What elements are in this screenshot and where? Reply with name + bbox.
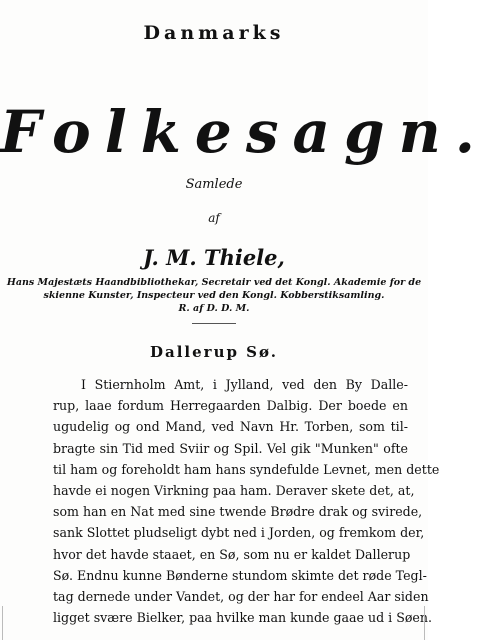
body-line: Sø. Endnu kunne Bønderne stundom skimte det røde Tegl- — [53, 567, 427, 583]
body-line: ligget svære Bielker, paa hvilke man kunde gaae ud i Søen. — [53, 610, 432, 626]
author-titles — [0, 276, 428, 315]
body-line: som han en Nat med sine twende Brødre drak og svirede, — [53, 504, 423, 520]
section-divider — [192, 323, 236, 324]
author-title-line: skienne Kunster, Inspecteur ved den Kongl. Kobberstiksamling. — [43, 290, 385, 301]
main-title: Folkesagn. — [0, 98, 489, 166]
body-line: havde ei nogen Virkning paa ham. Deraver skete det, at, — [53, 482, 415, 498]
author-title-line: Hans Majestæts Haandbibliothekar, Secretair ved det Kongl. Akademie for de — [6, 277, 422, 288]
by-label: af — [208, 211, 220, 225]
body-text — [53, 374, 440, 628]
author-title-line: R. af D. D. M. — [178, 303, 250, 314]
body-line: sank Slottet pludseligt dybt ned i Jorden, og fremkom der, — [53, 525, 425, 541]
body-line: rup, laae fordum Herregaarden Dalbig. Der boede en — [53, 398, 408, 414]
body-line: ugudelig og ond Mand, ved Navn Hr. Torben, som til- — [53, 419, 408, 435]
body-line: I Stiernholm Amt, i Jylland, ved den By Dalle- — [81, 377, 408, 392]
collected-label: Samlede — [185, 177, 243, 192]
pre-title: Danmarks — [143, 22, 285, 44]
right-edge-line — [424, 606, 425, 640]
section-title: Dallerup Sø. — [150, 343, 278, 361]
body-line: tag dernede under Vandet, og der har for endeel Aar siden — [53, 588, 429, 604]
body-line: hvor det havde staaet, en Sø, som nu er kaldet Dallerup — [53, 546, 411, 562]
left-edge-line — [2, 606, 3, 640]
body-line: bragte sin Tid med Sviir og Spil. Vel gik "Munken" ofte — [53, 440, 408, 456]
body-line: til ham og foreholdt ham hans syndefulde Levnet, men dette — [53, 461, 440, 477]
author-name: J. M. Thiele, — [143, 245, 285, 270]
